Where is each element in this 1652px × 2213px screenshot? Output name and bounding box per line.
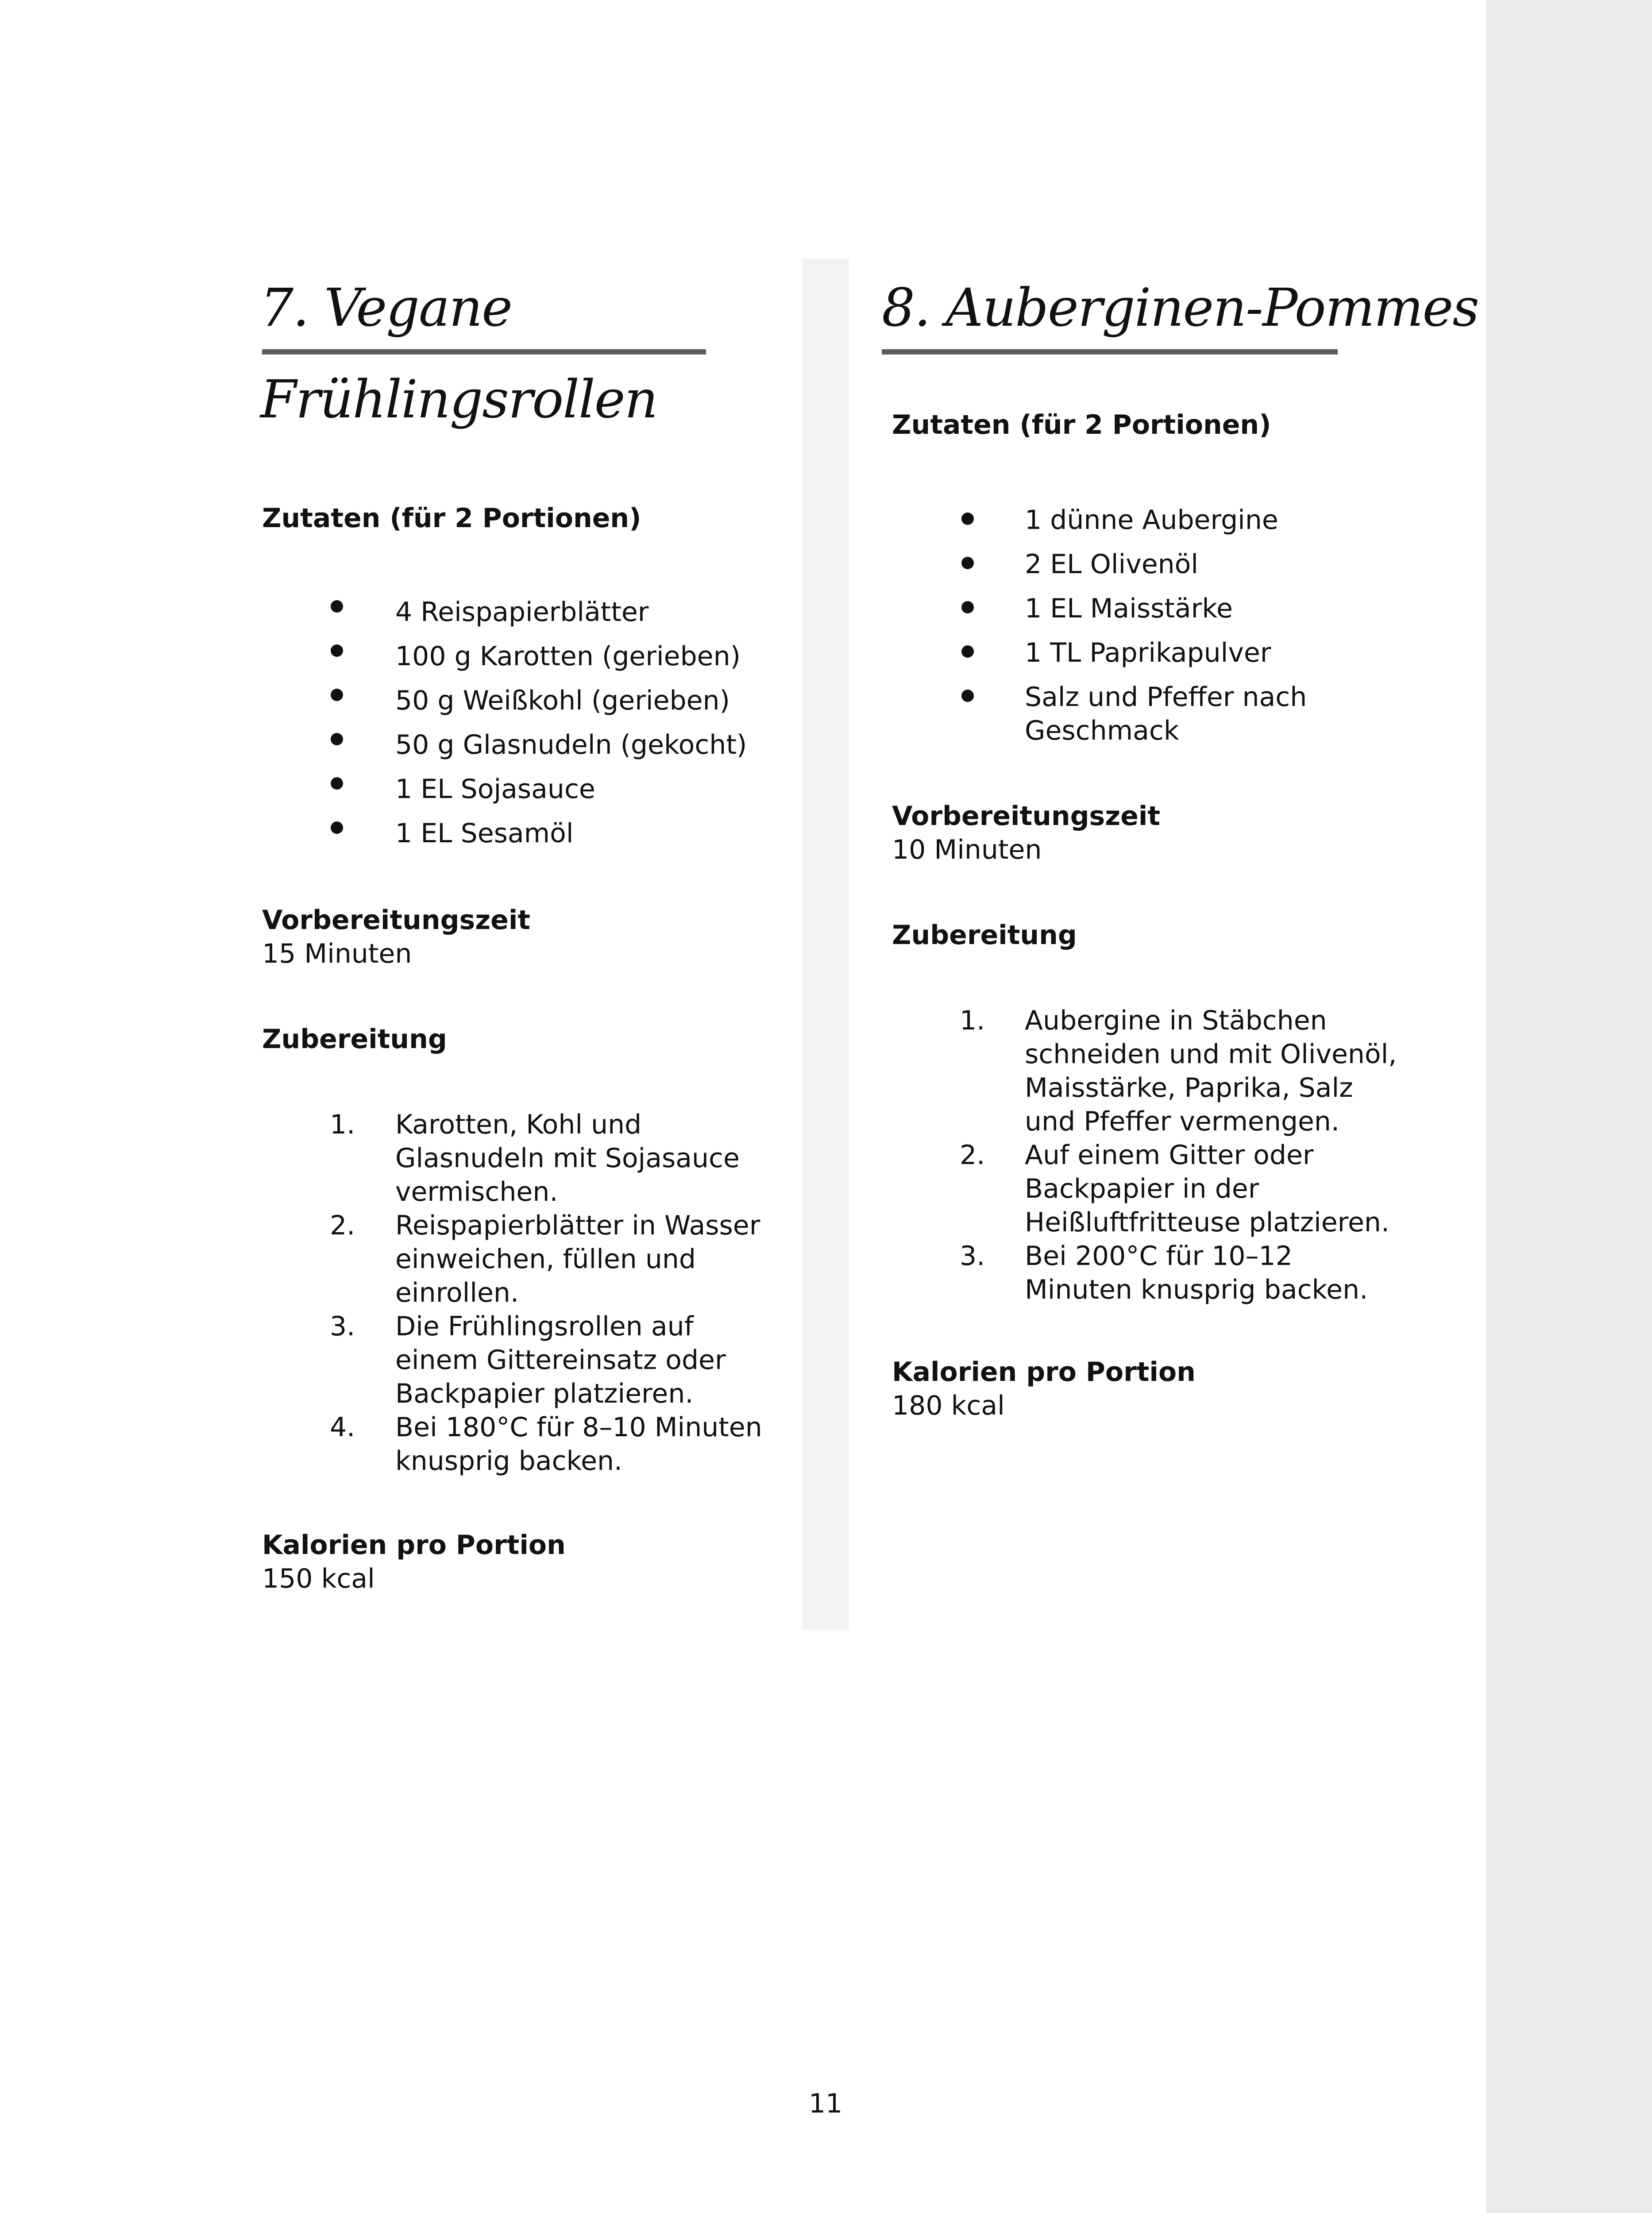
prep-time-value: 15 Minuten [262,938,412,969]
ingredients-heading: Zutaten (für 2 Portionen) [262,503,641,534]
column-divider [803,259,849,1630]
step-line: einrollen. [395,1277,519,1308]
step-line: Backpapier in der [1025,1173,1259,1204]
ingredient-item: 4 Reispapierblätter [395,597,649,628]
bullet-icon [331,777,343,790]
method-heading: Zubereitung [262,1024,447,1055]
prep-time-heading: Vorbereitungszeit [892,801,1161,832]
bullet-icon [331,689,343,701]
bullet-icon [331,644,343,657]
recipe-title-line1: 8. Auberginen-Pommes [882,277,1478,338]
bullet-icon [331,821,343,834]
ingredient-item: 100 g Karotten (gerieben) [395,641,741,672]
calories-value: 180 kcal [892,1390,1005,1421]
step-line: Bei 180°C für 8–10 Minuten [395,1412,762,1443]
step-line: vermischen. [395,1176,558,1207]
page-number: 11 [808,2088,843,2119]
step-line: Minuten knusprig backen. [1025,1274,1368,1305]
prep-time-value: 10 Minuten [892,834,1042,865]
method-heading: Zubereitung [892,920,1077,951]
recipe-title-line2: Frühlingsrollen [260,369,657,430]
step-number: 4. [330,1412,355,1443]
ingredient-item: 1 dünne Aubergine [1025,505,1278,536]
ingredient-item: 50 g Weißkohl (gerieben) [395,685,730,716]
ingredient-item: 1 EL Maisstärke [1025,593,1233,624]
title-underline [882,349,1338,355]
calories-heading: Kalorien pro Portion [262,1530,566,1561]
ingredient-item: Salz und Pfeffer nach [1025,682,1307,713]
bullet-icon [961,690,974,702]
step-line: Aubergine in Stäbchen [1025,1005,1327,1036]
bullet-icon [961,557,974,569]
step-line: Glasnudeln mit Sojasauce [395,1143,740,1174]
ingredient-item: 50 g Glasnudeln (gekocht) [395,729,747,760]
calories-value: 150 kcal [262,1563,375,1594]
bullet-icon [961,601,974,613]
step-line: Bei 200°C für 10–12 [1025,1241,1293,1272]
ingredient-item-continued: Geschmack [1025,715,1179,746]
bullet-icon [331,733,343,745]
step-number: 1. [330,1109,355,1140]
step-line: Karotten, Kohl und [395,1109,642,1140]
step-line: knusprig backen. [395,1446,623,1477]
step-line: und Pfeffer vermengen. [1025,1106,1339,1137]
ingredient-item: 1 TL Paprikapulver [1025,637,1271,668]
step-line: einweichen, füllen und [395,1244,696,1275]
bullet-icon [961,513,974,525]
step-line: Backpapier platzieren. [395,1378,694,1409]
step-line: Auf einem Gitter oder [1025,1140,1314,1171]
step-line: einem Gittereinsatz oder [395,1345,726,1376]
step-number: 2. [330,1210,355,1241]
ingredients-heading: Zutaten (für 2 Portionen) [892,409,1271,440]
step-line: schneiden und mit Olivenöl, [1025,1039,1397,1070]
step-line: Heißluftfritteuse platzieren. [1025,1207,1390,1238]
step-line: Die Frühlingsrollen auf [395,1311,694,1342]
step-line: Reispapierblätter in Wasser [395,1210,760,1241]
step-number: 1. [960,1005,985,1036]
ingredient-item: 1 EL Sesamöl [395,818,574,849]
step-line: Maisstärke, Paprika, Salz [1025,1072,1353,1103]
ingredient-item: 1 EL Sojasauce [395,774,595,805]
calories-heading: Kalorien pro Portion [892,1357,1196,1388]
step-number: 2. [960,1140,985,1171]
ingredient-item: 2 EL Olivenöl [1025,549,1199,580]
bullet-icon [331,600,343,613]
step-number: 3. [330,1311,355,1342]
step-number: 3. [960,1241,985,1272]
bullet-icon [961,645,974,658]
page-margin-bar [1486,0,1652,2213]
recipe-title-line1: 7. Vegane [260,277,512,338]
prep-time-heading: Vorbereitungszeit [262,905,531,936]
